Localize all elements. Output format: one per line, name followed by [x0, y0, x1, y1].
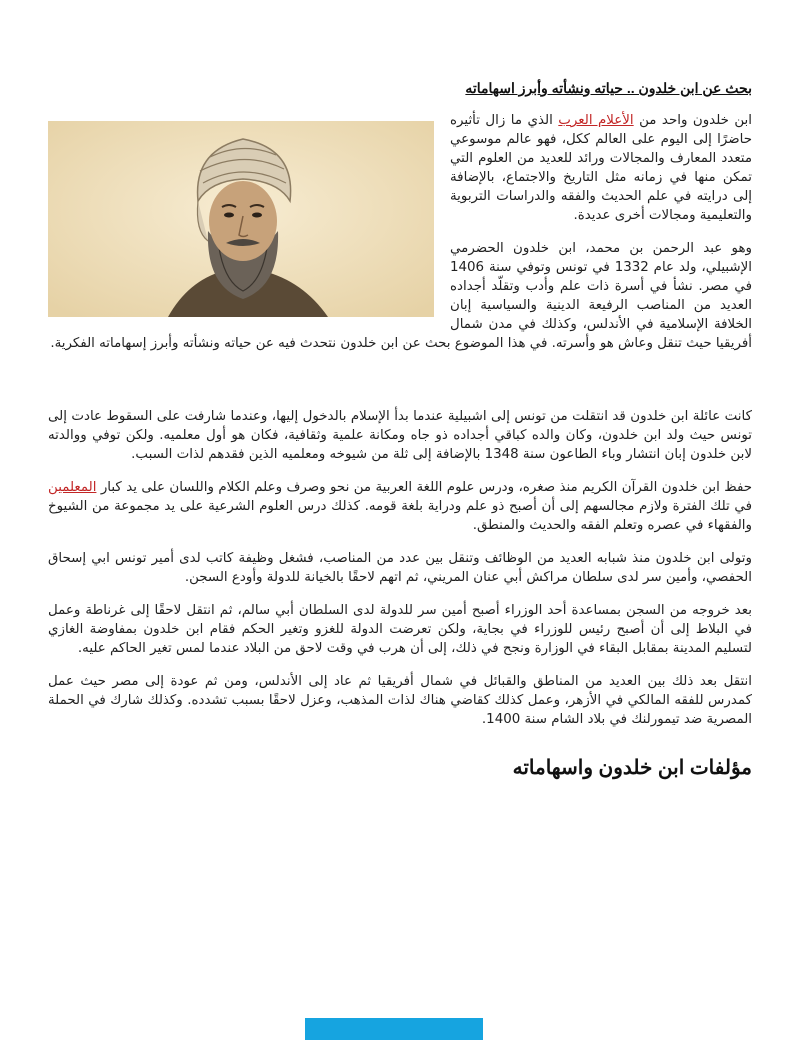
section-heading-works: مؤلفات ابن خلدون واسهاماته: [512, 757, 752, 779]
ibn-khaldun-portrait: [48, 121, 434, 317]
article: [48, 70, 752, 780]
paragraph-education: [48, 478, 752, 535]
spacer: [48, 367, 752, 407]
bottom-action-bar[interactable]: [305, 1018, 483, 1040]
paragraph-after-prison: بعد خروجه من السجن بمساعدة أحد الوزراء أصبح أمين سر للدولة لدى السلطان أبي سالم، ثم انتقل لاحقًا إلى غرناطة وعمل في البلاط إلى أن أصبح رئيس للوزراء في بجاية، ولكن تعرضت الدولة للغزو وتغير الحكم فقام ابن خلدون بمفاوضة الغازي لتسليم المدينة بمقابل البقاء في الوزارة ونجح في ذلك، إلى أن هرب في وقت لاحق من البلاد عندما لمس تغير الحاكم عليه.: [48, 603, 752, 656]
education-text-start: حفظ ابن خلدون القرآن الكريم منذ صغره، ودرس علوم اللغة العربية من نحو وصرف وعلم الكلام واللسان على يد كبار: [96, 480, 752, 495]
article-title: بحث عن ابن خلدون .. حياته ونشأته وأبرز اسهاماته: [465, 80, 752, 96]
teachers-link[interactable]: المعلمين: [48, 480, 97, 495]
famous-arabs-link[interactable]: الأعلام العرب: [558, 113, 634, 128]
intro-paragraph-2: وهو عبد الرحمن بن محمد، ابن خلدون الحضرمي الإشبيلي، ولد عام 1332 في تونس وتوفي سنة 1406 في مصر. نشأ في أسرة ذات علم وأدب وتقلّد أجداده العديد من المناصب الرفيعة الدينية والسياسية إبان الخلافة الإسلامية في الأندلس، وكذلك في مدن شمال أفريقيا حيث تنقل وعاش هو وأسرته. في هذا الموضوع بحث عن ابن خلدون نتحدث فيه عن حياته ونشأته وأبرز إسهاماته الفكرية.: [50, 241, 752, 351]
paragraph-career: وتولى ابن خلدون منذ شبابه العديد من الوظائف وتنقل بين عدد من المناصب، فشغل وظيفة كاتب لدى أمير تونس ابي إسحاق الحفصي، وأمين سر لدى سلطان مراكش أبي عنان المريني، ثم اتهم لاحقًا بالخيانة للدولة وأودع السجن.: [48, 551, 752, 585]
intro-text-end: الذي ما زال تأثيره حاضرًا إلى اليوم على العالم ككل، فهو عالم موسوعي متعدد المعارف والمجالات ورائد للعديد من العلوم التي تمكن منها في زمانه مثل التاريخ والاجتماع، بالإضافة إلى درايته في علم الحديث والفقه والدراسات التربوية والتعليمية ومجالات أخرى عديدة.: [450, 113, 752, 223]
paragraph-family: كانت عائلة ابن خلدون قد انتقلت من تونس إلى اشبيلية عندما بدأ الإسلام بالدخول إليها، وعندما شارفت على السقوط عادت إلى تونس حيث ولد ابن خلدون، وكان والده كباقي أجداده ذو جاه ومكانة علمية وثقافية، فكان هو أول معلميه. ولكن توفي ووالدته لابن خلدون إبان انتشار وباء الطاعون سنة 1348 بالإضافة إلى ثلة من شيوخه ومعلميه الذين فقدهم لذات السبب.: [48, 409, 752, 462]
intro-text-start: ابن خلدون واحد من: [633, 113, 753, 128]
education-text-end: في تلك الفترة ولازم مجالسهم إلى أن أصبح ذو علم ودراية بلغة قومه. كذلك درس العلوم الشرعية على يد مجموعة من الشيوخ والفقهاء في عصره وتعلم الفقه والحديث والمنطق.: [48, 499, 752, 533]
paragraph-travels: انتقل بعد ذلك بين العديد من المناطق والقبائل في شمال أفريقيا ثم عاد إلى الأندلس، ومن ثم عودة إلى مصر حيث عمل كمدرس للفقه المالكي في الأزهر، وعمل كذلك كقاضي هناك لذات المذهب، وعزل لاحقًا بسبب تشدده. وكذلك شارك في الحملة المصرية ضد تيمورلنك في بلاد الشام سنة 1400.: [48, 674, 752, 727]
